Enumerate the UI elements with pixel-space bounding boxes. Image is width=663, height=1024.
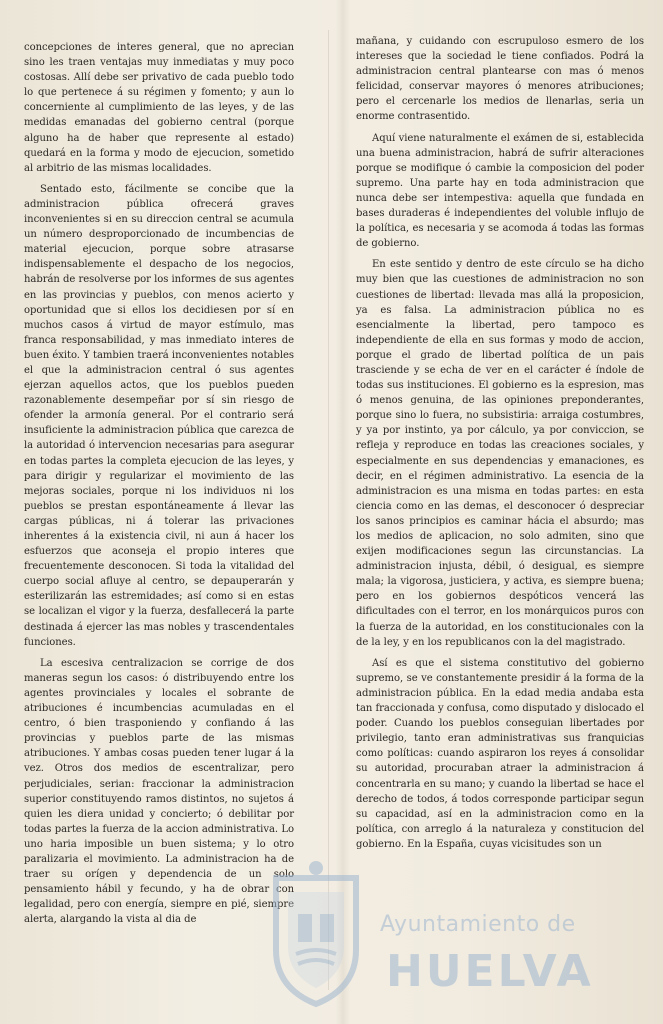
paragraph: mañana, y cuidando con escrupuloso esmero de los intereses que la sociedad le tiene confiados. Podrá la administracion central plantearse con mas ó menos felicidad, conservar mayores ó menores atribuciones; pero el cercenarle los medios de llenarlas, seria un enorme contrasentido.: [356, 36, 644, 123]
archive-watermark: [268, 858, 658, 1018]
page-fold: [336, 0, 350, 1024]
paragraph: La escesiva centralizacion se corrige de dos maneras segun los casos: ó distribuyendo entre los agentes provinciales y locales el sobrante de atribuciones é incumbencias acumuladas en el centro, ó bien trasponiendo y confiando á las provincias y pueblos parte de las mismas atribuciones. Y ambas cosas pueden tener lugar á la vez. Otros dos medios de escentralizar, pero perjudiciales, serian: fraccionar la administracion superior constituyendo ramos distintos, no sujetos á quien les diera unidad y concierto; ó debilitar por todas partes la fuerza de la accion administrativa. Lo uno haria imposible un buen sistema; y lo otro paralizaria el movimiento. La administracion ha de traer su orígen y dependencia de un solo pensamiento hábil y fecundo, y ha de obrar con legalidad, pero con energía, siempre en pié, siempre alerta, alargando la vista al dia de: [24, 657, 294, 926]
paragraph: Aquí viene naturalmente el exámen de si, establecida una buena administracion, habrá de sufrir alteraciones porque se modifique ó cambie la composicion del poder supremo. Una parte hay en toda administracion que nunca debe ser intempestiva: aquella que fundada en bases duraderas é independientes del voluble influjo de la política, es necesaria y se acomoda á todas las formas de gobierno.: [356, 132, 644, 250]
column-divider: [328, 30, 329, 990]
paragraph: En este sentido y dentro de este círculo se ha dicho muy bien que las cuestiones de administracion no son cuestiones de libertad: llevada mas allá la proposicion, ya es falsa. La administracion pública no es esencialmente la libertad, pero tampoco es independiente de ella en sus formas y modo de accion, porque el grado de libertad política de un pais trasciende y se echa de ver en el carácter é índole de todas sus instituciones. El gobierno es la espresion, mas ó menos genuina, de las opiniones preponderantes, porque sino lo fuera, no subsistiria: arraiga costumbres, y ya por instinto, ya por cálculo, ya por conviccion, se refleja y reproduce en todas las creaciones sociales, y especialmente en sus dependencias y emanaciones, es decir, en el régimen administrativo. La esencia de la administracion es una misma en todas partes: en esta ciencia como en las demas, el desconocer ó despreciar los sanos principios es caminar hácia el absurdo; mas los medios de aplicacion, no solo admiten, sino que exijen modificaciones segun las circunstancias. La administracion injusta, débil, ó desigual, es siempre mala; la vigorosa, justiciera, y activa, es siempre buena; pero en los gobiernos despóticos vencerá las dificultades con el terror, en los monárquicos puros con la fuerza de la autoridad, en los constitucionales con la de la ley, y en los republicanos con la del magistrado.: [356, 259, 644, 648]
left-column: [24, 40, 294, 927]
paragraph: Así es que el sistema constitutivo del gobierno supremo, se ve constantemente presidir á la forma de la administracion pública. En la edad media andaba esta tan fraccionada y confusa, como disputado y dislocado el poder. Cuando los pueblos conseguian libertades por privilegio, tanto eran administrativas sus franquicias como políticas: cuando aspiraron los reyes á consolidar su autoridad, procuraban atraer la administracion á concentrarla en su mano; y cuando la libertad se hace el derecho de todos, á todos corresponde participar segun su capacidad, así en la administracion como en la política, con arreglo á la naturaleza y constitucion del gobierno. En la España, cuyas vicisitudes son un: [356, 657, 644, 850]
right-column: [356, 34, 644, 852]
paragraph: concepciones de interes general, que no aprecian sino les traen ventajas muy inmediatas y muy poco costosas. Allí debe ser privativo de cada pueblo todo lo que pertenece á su régimen y fomento; y aun lo concerniente al cumplimiento de las leyes, y de las medidas emanadas del gobierno central (porque alguno ha de haber que represente al estado) quedará en la forma y modo de ejecucion, sometido al arbitrio de las mismas localidades.: [24, 42, 294, 174]
watermark-title: HUELVA: [386, 946, 594, 997]
watermark-subtitle: Ayuntamiento de: [380, 912, 576, 937]
paragraph: Sentado esto, fácilmente se concibe que la administracion pública ofrecerá graves inconvenientes si en su direccion central se acumula un número desproporcionado de incumbencias de material ejecucion, porque sobre atrasarse indispensablemente el despacho de los negocios, habrán de resolverse por los informes de sus agentes en las provincias y pueblos, con menos acierto y oportunidad que si ellos los decidiesen por sí en muchos casos á virtud de mayor estímulo, mas franca responsabilidad, y mas inmediato interes de buen éxito. Y tambien traerá inconvenientes notables el que la administracion central ó sus agentes ejerzan aquellos actos, que los pueblos pueden razonablemente desempeñar por sí sin riesgo de ofender la armonía general. Por el contrario será insuficiente la administracion pública que carezca de la autoridad ó intervencion necesarias para asegurar en todas partes la completa ejecucion de las leyes, y para dirigir y regularizar el movimiento de las mejoras sociales, porque ni los individuos ni los pueblos se prestan espontáneamente á llevar las cargas públicas, ni á tolerar las privaciones inherentes á la existencia civil, ni aun á hacer los esfuerzos que aconseja el propio interes que frecuentemente desconocen. Si toda la vitalidad del cuerpo social afluye al centro, se depauperarán y esterilizarán las estremidades; así como si en estas se localizan el vigor y la fuerza, desfallecerá la parte destinada á ejercer las mas nobles y trascendentales funciones.: [24, 183, 294, 648]
